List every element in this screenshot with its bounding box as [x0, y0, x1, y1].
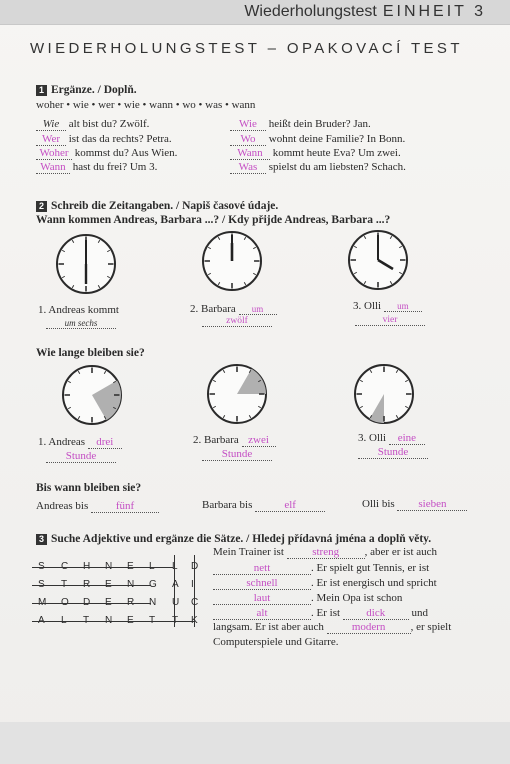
word-strike-vertical — [174, 555, 175, 627]
s1-left-4: Wann hast du frei? Um 3. — [36, 161, 157, 174]
clock-barbara-arrival — [200, 229, 264, 293]
clock-andreas-duration — [60, 363, 124, 427]
q2-olli: 3. Olli eine — [358, 432, 425, 445]
clock-olli-duration — [352, 362, 416, 426]
q3-andreas: Andreas bis fünf — [36, 500, 159, 513]
q3-olli: Olli bis sieben — [362, 498, 467, 511]
section-1-title: 1 Ergänze. / Doplň. — [36, 84, 137, 96]
section-3-title: 3 Suche Adjektive und ergänze die Sätze. / Hledej přídavná jména a doplň věty. — [36, 533, 431, 545]
header-title: Wiederholungstest EINHEIT 3 — [244, 3, 486, 20]
s1-right-1: Wie heißt dein Bruder? Jan. — [230, 118, 371, 131]
q1-olli: 3. Olli um — [353, 300, 422, 312]
s1-left-3: Woher kommst du? Aus Wien. — [36, 147, 177, 160]
q3-barbara: Barbara bis elf — [202, 499, 325, 512]
word-strike — [32, 621, 195, 622]
s3-line-5: alt . Er ist dick und — [213, 607, 428, 620]
s1-left-1: Wie alt bist du? Zwölf. — [36, 118, 149, 131]
q2-barbara: 2. Barbara zwei — [193, 434, 276, 447]
q1-barbara-answer: zwölf — [202, 314, 272, 327]
q2-olli-unit: Stunde — [358, 446, 428, 459]
s1-left-2: Wer ist das da rechts? Petra. — [36, 133, 172, 146]
q1-barbara: 2. Barbara um — [190, 303, 277, 315]
word-strike — [32, 603, 151, 604]
clock-barbara-duration — [205, 362, 269, 426]
word-strike-vertical — [194, 555, 195, 627]
q2-andreas-unit: Stunde — [46, 450, 116, 463]
q1-andreas-answer: um sechs — [46, 317, 116, 329]
s1-right-3: Wann kommt heute Eva? Um zwei. — [230, 147, 401, 160]
unit-label: EINHEIT 3 — [382, 3, 486, 20]
word-search-grid — [36, 559, 201, 631]
q1-olli-answer: vier — [355, 313, 425, 326]
q3-title: Bis wann bleiben sie? — [36, 482, 142, 494]
grid-row-1: S C H N E L L D — [36, 559, 201, 576]
s3-line-4: laut . Mein Opa ist schon — [213, 592, 402, 605]
s3-line-7: Computerspiele und Gitarre. — [213, 636, 339, 648]
grid-row-4: A L T N E T T K — [36, 613, 201, 630]
q2-barbara-unit: Stunde — [202, 448, 272, 461]
s3-line-3: schnell . Er ist energisch und spricht — [213, 577, 437, 590]
grid-row-2: S T R E N G A I — [36, 577, 201, 594]
main-title: WIEDERHOLUNGSTEST – OPAKOVACÍ TEST — [30, 40, 463, 57]
word-bank: woher • wie • wer • wie • wann • wo • was • wann — [36, 99, 256, 111]
s3-line-2: nett . Er spielt gut Tennis, er ist — [213, 562, 429, 575]
q1-andreas: 1. Andreas kommt — [38, 304, 119, 316]
page-footer-shadow — [0, 722, 510, 764]
grid-row-3: M O D E R N U C — [36, 595, 201, 612]
q2-andreas: 1. Andreas drei — [38, 436, 122, 449]
s1-right-2: Wo wohnt deine Familie? In Bonn. — [230, 133, 405, 146]
q2-title: Wie lange bleiben sie? — [36, 347, 145, 359]
section-2-subtitle: Wann kommen Andreas, Barbara ...? / Kdy přijde Andreas, Barbara ...? — [36, 214, 391, 226]
s3-line-6: langsam. Er ist aber auch modern , er spielt — [213, 621, 452, 633]
s1-right-4: Was spielst du am liebsten? Schach. — [230, 161, 406, 174]
section-2-title: 2 Schreib die Zeitangaben. / Napiš časové údaje. — [36, 200, 278, 212]
word-strike — [32, 585, 151, 586]
clock-olli-arrival — [346, 228, 410, 292]
header-bar — [0, 0, 510, 25]
word-strike — [32, 567, 173, 568]
s3-line-1: Mein Trainer ist streng , aber er ist auch — [213, 546, 438, 558]
clock-andreas-arrival — [54, 232, 118, 296]
